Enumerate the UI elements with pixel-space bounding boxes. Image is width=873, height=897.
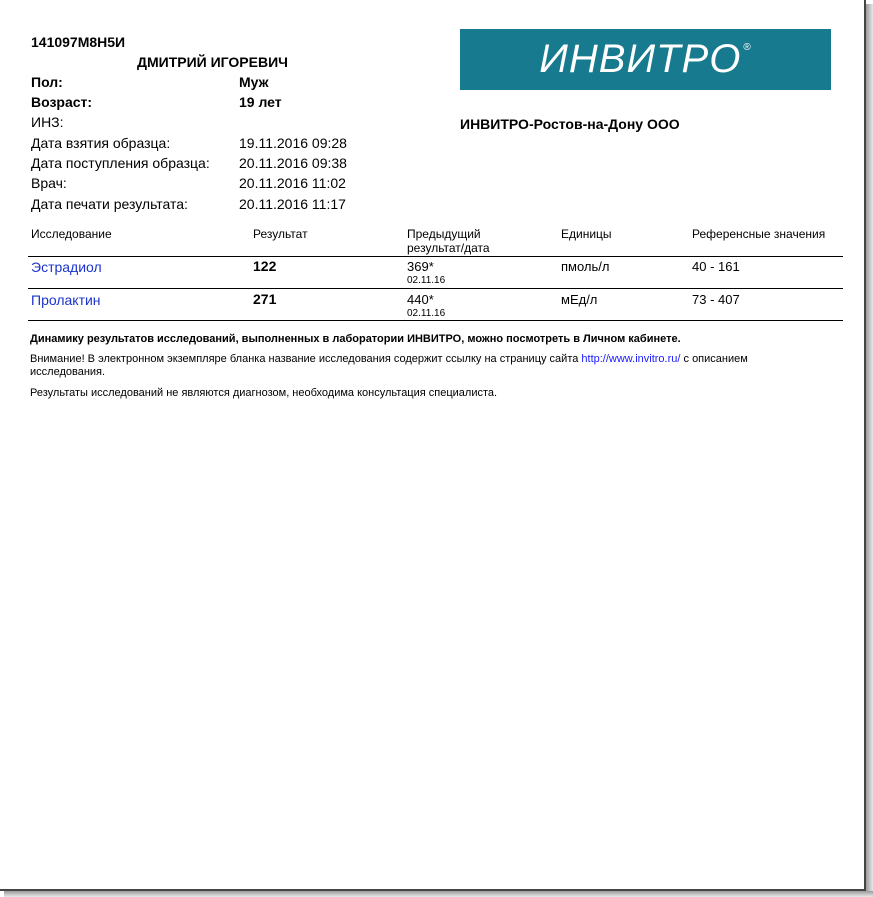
header-reference: Референсные значения: [692, 227, 826, 241]
header-previous-2: результат/дата: [407, 241, 490, 255]
warning-note-line2: исследования.: [30, 366, 106, 378]
previous-value: 369*: [407, 259, 434, 274]
header-units: Единицы: [561, 227, 612, 241]
header-divider: [28, 256, 843, 257]
lab-name: ИНВИТРО-Ростов-на-Дону ООО: [460, 116, 680, 132]
dynamics-note: Динамику результатов исследований, выполненных в лаборатории ИНВИТРО, можно посмотреть в Личном кабинете.: [30, 333, 681, 345]
patient-name: ДМИТРИЙ ИГОРЕВИЧ: [137, 54, 288, 70]
result-value: 271: [253, 291, 277, 307]
reference-value: 73 - 407: [692, 292, 740, 307]
field-value-print-date: 20.11.2016 11:17: [239, 196, 346, 212]
invitro-url-link[interactable]: http://www.invitro.ru/: [581, 353, 681, 365]
units-value: пмоль/л: [561, 259, 610, 274]
field-value-sex: Муж: [239, 74, 269, 90]
field-value-age: 19 лет: [239, 94, 282, 110]
disclaimer-note: Результаты исследований не являются диагнозом, необходима консультация специалиста.: [30, 387, 498, 399]
row-divider: [28, 288, 843, 289]
header-result: Результат: [253, 227, 308, 241]
field-value-received-date: 20.11.2016 09:38: [239, 155, 347, 171]
registered-mark: ®: [743, 42, 752, 53]
previous-date: 02.11.16: [407, 275, 446, 286]
page-shadow-bottom: [4, 891, 873, 897]
warning-note: [30, 353, 748, 365]
previous-value: 440*: [407, 292, 434, 307]
field-value-sample-date: 19.11.2016 09:28: [239, 135, 347, 151]
field-label-age: Возраст:: [31, 94, 93, 110]
patient-id: 141097М8Н5И: [31, 34, 126, 50]
header-previous-1: Предыдущий: [407, 227, 481, 241]
test-link-prolactin[interactable]: Пролактин: [31, 292, 101, 308]
result-value: 122: [253, 258, 277, 274]
page-shadow-right: [866, 4, 873, 897]
units-value: мЕд/л: [561, 292, 598, 307]
logo-text: ИНВИТРО: [539, 37, 742, 81]
reference-value: 40 - 161: [692, 259, 740, 274]
invitro-logo: [460, 29, 831, 90]
field-label-inz: ИНЗ:: [31, 114, 64, 130]
field-label-sex: Пол:: [31, 74, 63, 90]
field-value-doctor: 20.11.2016 11:02: [239, 175, 346, 191]
warning-text: Внимание! В электронном экземпляре бланка название исследования содержит ссылку на страницу сайта: [30, 353, 582, 365]
previous-date: 02.11.16: [407, 308, 446, 319]
warning-text-end: с описанием: [680, 353, 748, 365]
field-label-received-date: Дата поступления образца:: [31, 155, 210, 171]
field-label-doctor: Врач:: [31, 175, 67, 191]
field-label-sample-date: Дата взятия образца:: [31, 135, 171, 151]
test-link-estradiol[interactable]: Эстрадиол: [31, 259, 102, 275]
field-label-print-date: Дата печати результата:: [31, 196, 188, 212]
table-bottom-divider: [28, 320, 843, 321]
header-test: Исследование: [31, 227, 112, 241]
